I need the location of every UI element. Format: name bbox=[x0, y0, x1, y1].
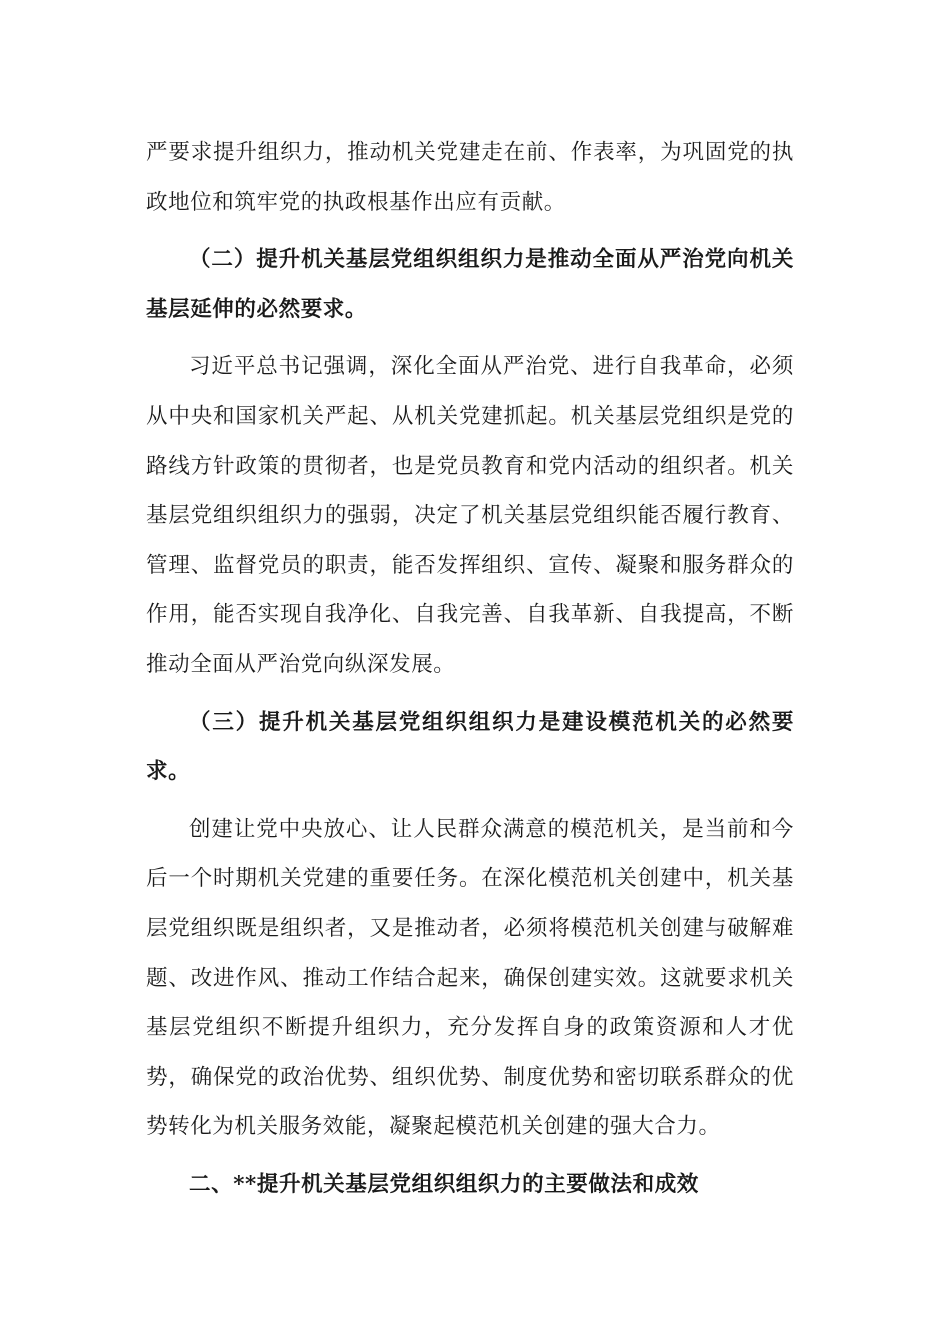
subheading-two: （二）提升机关基层党组织组织力是推动全面从严治党向机关基层延伸的必然要求。 bbox=[146, 247, 794, 322]
section-title-two: 二、**提升机关基层党组织组织力的主要做法和成效 bbox=[189, 1171, 699, 1197]
paragraph-continuation: 严要求提升组织力，推动机关党建走在前、作表率，为巩固党的执政地位和筑牢党的执政根基作出应有贡献。 bbox=[146, 140, 794, 215]
document-page bbox=[146, 128, 794, 1209]
subheading-three: （三）提升机关基层党组织组织力是建设模范机关的必然要求。 bbox=[146, 709, 794, 785]
paragraph-section-two: 习近平总书记强调，深化全面从严治党、进行自我革命，必须从中央和国家机关严起、从机关党建抓起。机关基层党组织是党的路线方针政策的贯彻者，也是党员教育和党内活动的组织者。机关基层党组织组织力的强弱，决定了机关基层党组织能否履行教育、管理、监督党员的职责，能否发挥组织、宣传、凝聚和服务群众的作用，能否实现自我净化、自我完善、自我革新、自我提高，不断推动全面从严治党向纵深发展。 bbox=[146, 354, 794, 677]
paragraph-section-three: 创建让党中央放心、让人民群众满意的模范机关，是当前和今后一个时期机关党建的重要任务。在深化模范机关创建中，机关基层党组织既是组织者，又是推动者，必须将模范机关创建与破解难题、改进作风、推动工作结合起来，确保创建实效。这就要求机关基层党组织不断提升组织力，充分发挥自身的政策资源和人才优势，确保党的政治优势、组织优势、制度优势和密切联系群众的优势转化为机关服务效能，凝聚起模范机关创建的强大合力。 bbox=[146, 816, 794, 1140]
